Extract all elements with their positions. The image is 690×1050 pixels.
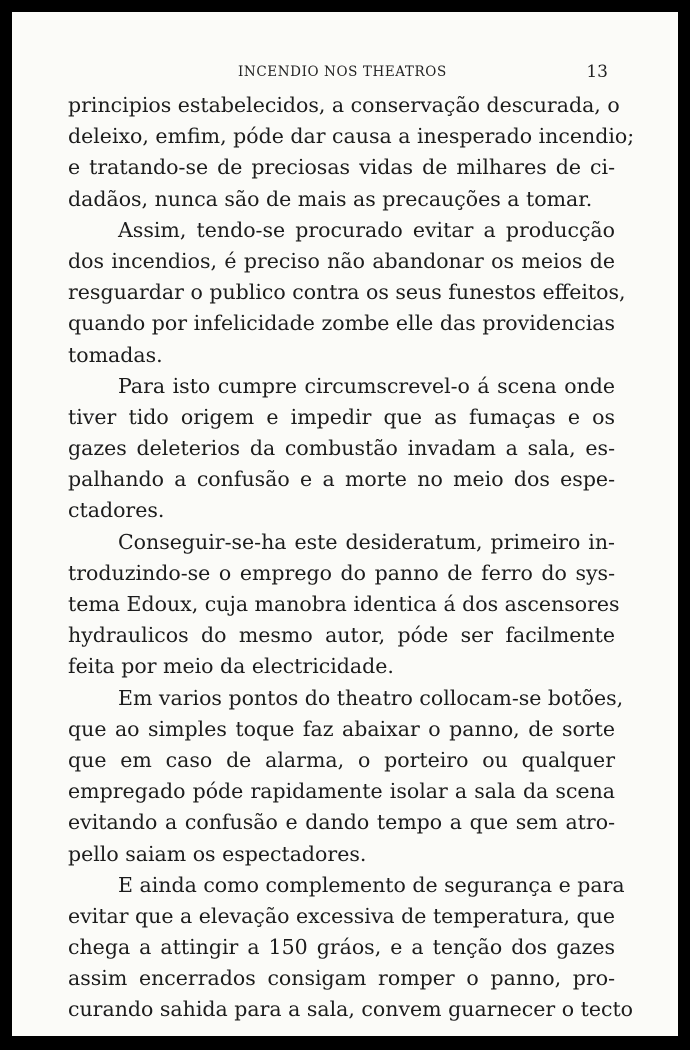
text-line: palhando a confusão e a morte no meio dos espe- [68,467,615,492]
paragraph [68,371,615,527]
text-line: curando sahida para a sala, convem guarnecer o tecto [68,997,634,1022]
paragraph [68,870,634,1026]
running-header [12,64,678,84]
text-line: principios estabelecidos, a conservação descurada, o [68,93,620,117]
body-text [68,90,635,1026]
text-line: e tratando-se de preciosas vidas de milhares de ci- [68,155,615,180]
text-line: Assim, tendo-se procurado evitar a producção [118,217,615,242]
text-line: tomadas. [68,342,163,367]
text-line: troduzindo-se o emprego do panno de ferro do sys- [68,560,615,585]
text-line: evitar que a elevação excessiva de temperatura, que [68,903,615,928]
text-line: chega a attingir a 150 gráos, e a tenção dos gazes [68,935,615,960]
text-line: dos incendios, é preciso não abandonar os meios de [68,248,615,273]
text-line: gazes deleterios da combustão invadam a sala, es- [68,436,615,461]
text-line: quando por infelicidade zombe elle das providencias [68,311,615,336]
text-line: tema Edoux, cuja manobra identica á dos ascensores [68,592,620,616]
text-line: Para isto cumpre circumscrevel-o á scena onde [118,373,615,398]
text-line: E ainda como complemento de segurança e para [118,872,625,897]
text-line: dadãos, nunca são de mais as precauções a tomar. [68,186,593,211]
text-line: ctadores. [68,498,165,523]
text-line: tiver tido origem e impedir que as fumaças e os [68,404,615,429]
text-line: feita por meio da electricidade. [68,654,394,679]
text-line: evitando a confusão e dando tempo a que sem atro- [68,810,615,835]
text-line: pello saiam os espectadores. [68,841,367,866]
text-line: empregado póde rapidamente isolar a sala da scena [68,779,615,804]
book-page [12,12,678,1036]
text-line: resguardar o publico contra os seus funestos effeitos, [68,280,626,305]
text-line: que ao simples toque faz abaixar o panno, de sorte [68,716,615,741]
text-line: hydraulicos do mesmo autor, póde ser facilmente [68,623,615,648]
paragraph [68,215,626,371]
paragraph [68,527,620,683]
text-line: deleixo, emfim, póde dar causa a inesperado incendio; [68,124,635,149]
paragraph [68,90,635,215]
text-line: que em caso de alarma, o porteiro ou qualquer [68,747,615,772]
paragraph [68,683,624,870]
text-line: assim encerrados consigam romper o panno, pro- [68,966,615,991]
page-number: 13 [586,62,608,82]
text-line: Em varios pontos do theatro collocam-se botões, [118,685,624,710]
text-line: Conseguir-se-ha este desideratum, primeiro in- [118,529,615,554]
running-title: INCENDIO NOS THEATROS [238,64,447,80]
